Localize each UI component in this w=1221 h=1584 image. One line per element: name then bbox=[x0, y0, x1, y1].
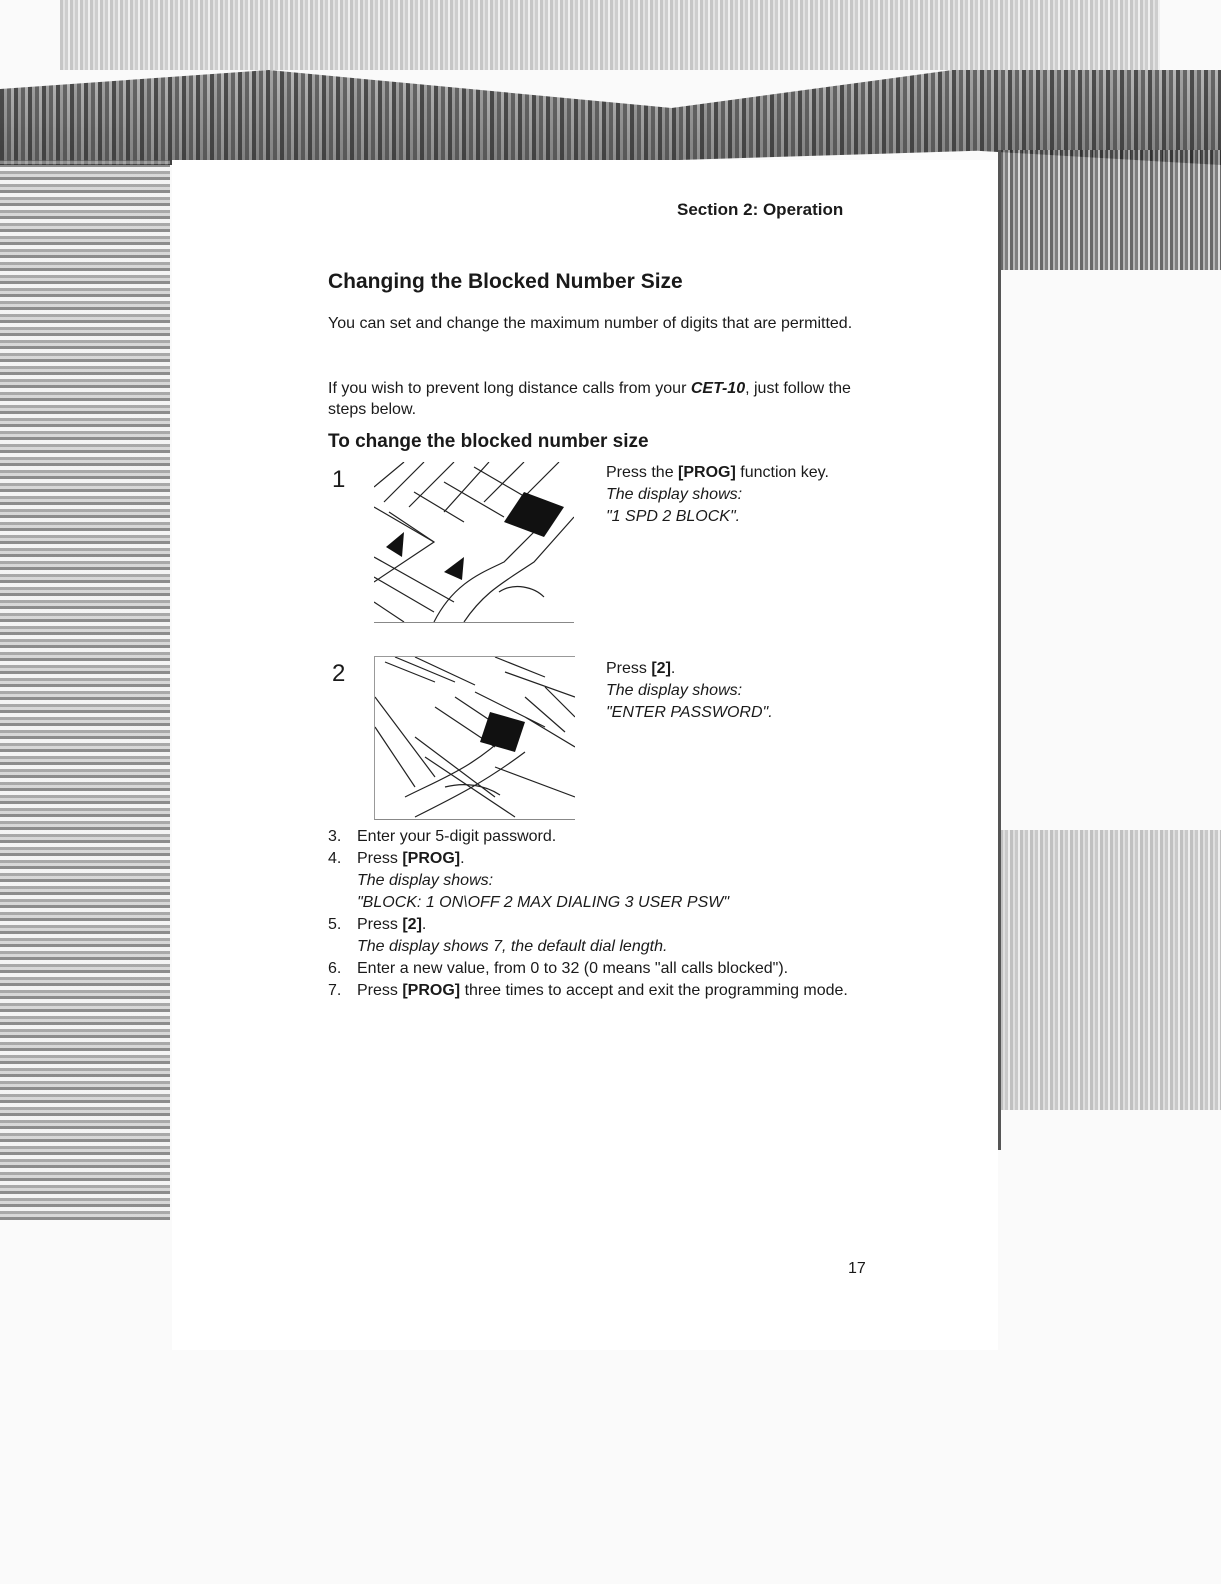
intro-text: If you wish to prevent long distance calls from your bbox=[328, 380, 691, 397]
step-text-suffix: function key. bbox=[735, 464, 829, 481]
display-text: "1 SPD 2 BLOCK". bbox=[606, 508, 741, 525]
procedure-steps bbox=[328, 826, 888, 1002]
list-text: Enter a new value, from 0 to 32 (0 means "all calls blocked"). bbox=[357, 960, 789, 977]
list-item bbox=[328, 914, 888, 958]
scan-noise-top-faint bbox=[60, 0, 1160, 70]
intro-text: , just follow the steps below. bbox=[328, 380, 851, 418]
key-label: [2] bbox=[651, 660, 671, 677]
list-text: . bbox=[460, 850, 465, 867]
key-label: [2] bbox=[402, 916, 422, 933]
display-intro: The display shows: bbox=[357, 872, 494, 889]
display-intro: The display shows: bbox=[606, 486, 743, 503]
scan-noise-left bbox=[0, 160, 170, 1220]
page-edge-right bbox=[998, 150, 1001, 1150]
device-name: CET-10 bbox=[690, 380, 746, 397]
step-number: 2 bbox=[332, 660, 346, 687]
list-item bbox=[328, 980, 888, 1002]
display-intro: The display shows: bbox=[606, 682, 743, 699]
section-header: Section 2: Operation bbox=[677, 200, 844, 219]
scan-noise-right bbox=[1000, 150, 1221, 270]
list-number: 4. bbox=[328, 850, 342, 867]
list-text: three times to accept and exit the programming mode. bbox=[460, 982, 848, 999]
list-item bbox=[328, 848, 888, 914]
procedure-heading: To change the blocked number size bbox=[328, 431, 649, 452]
display-text: "ENTER PASSWORD". bbox=[606, 704, 773, 721]
list-text: Press bbox=[357, 916, 403, 933]
manual-page bbox=[172, 160, 998, 1350]
keypad-prog-key-press-icon bbox=[374, 462, 574, 623]
list-number: 7. bbox=[328, 982, 342, 999]
list-number: 3. bbox=[328, 828, 342, 845]
page-number: 17 bbox=[848, 1260, 866, 1277]
step-text bbox=[606, 462, 866, 528]
step-text-suffix: . bbox=[670, 660, 676, 677]
intro-paragraph-2 bbox=[328, 378, 868, 420]
intro-paragraph: You can set and change the maximum number of digits that are permitted. bbox=[328, 315, 853, 332]
key-label: [PROG] bbox=[402, 982, 461, 999]
list-text: Press bbox=[357, 982, 403, 999]
page-title: Changing the Blocked Number Size bbox=[328, 270, 683, 293]
list-text: Press bbox=[357, 850, 403, 867]
step-text-prefix: Press the bbox=[606, 464, 679, 481]
key-label: [PROG] bbox=[678, 464, 736, 481]
list-item bbox=[328, 826, 888, 848]
step-text-prefix: Press bbox=[606, 660, 652, 677]
list-text: Enter your 5-digit password. bbox=[357, 828, 557, 845]
keypad-2-key-press-icon bbox=[374, 656, 575, 820]
list-number: 5. bbox=[328, 916, 342, 933]
display-text: The display shows 7, the default dial length. bbox=[357, 938, 668, 955]
list-text: . bbox=[421, 916, 427, 933]
display-text: "BLOCK: 1 ON\OFF 2 MAX DIALING 3 USER PSW" bbox=[357, 894, 730, 911]
list-number: 6. bbox=[328, 960, 342, 977]
step-number: 1 bbox=[332, 466, 346, 493]
list-item bbox=[328, 958, 888, 980]
step-text bbox=[606, 658, 866, 724]
scan-noise-right-mid bbox=[1000, 830, 1221, 1110]
key-label: [PROG] bbox=[402, 850, 461, 867]
